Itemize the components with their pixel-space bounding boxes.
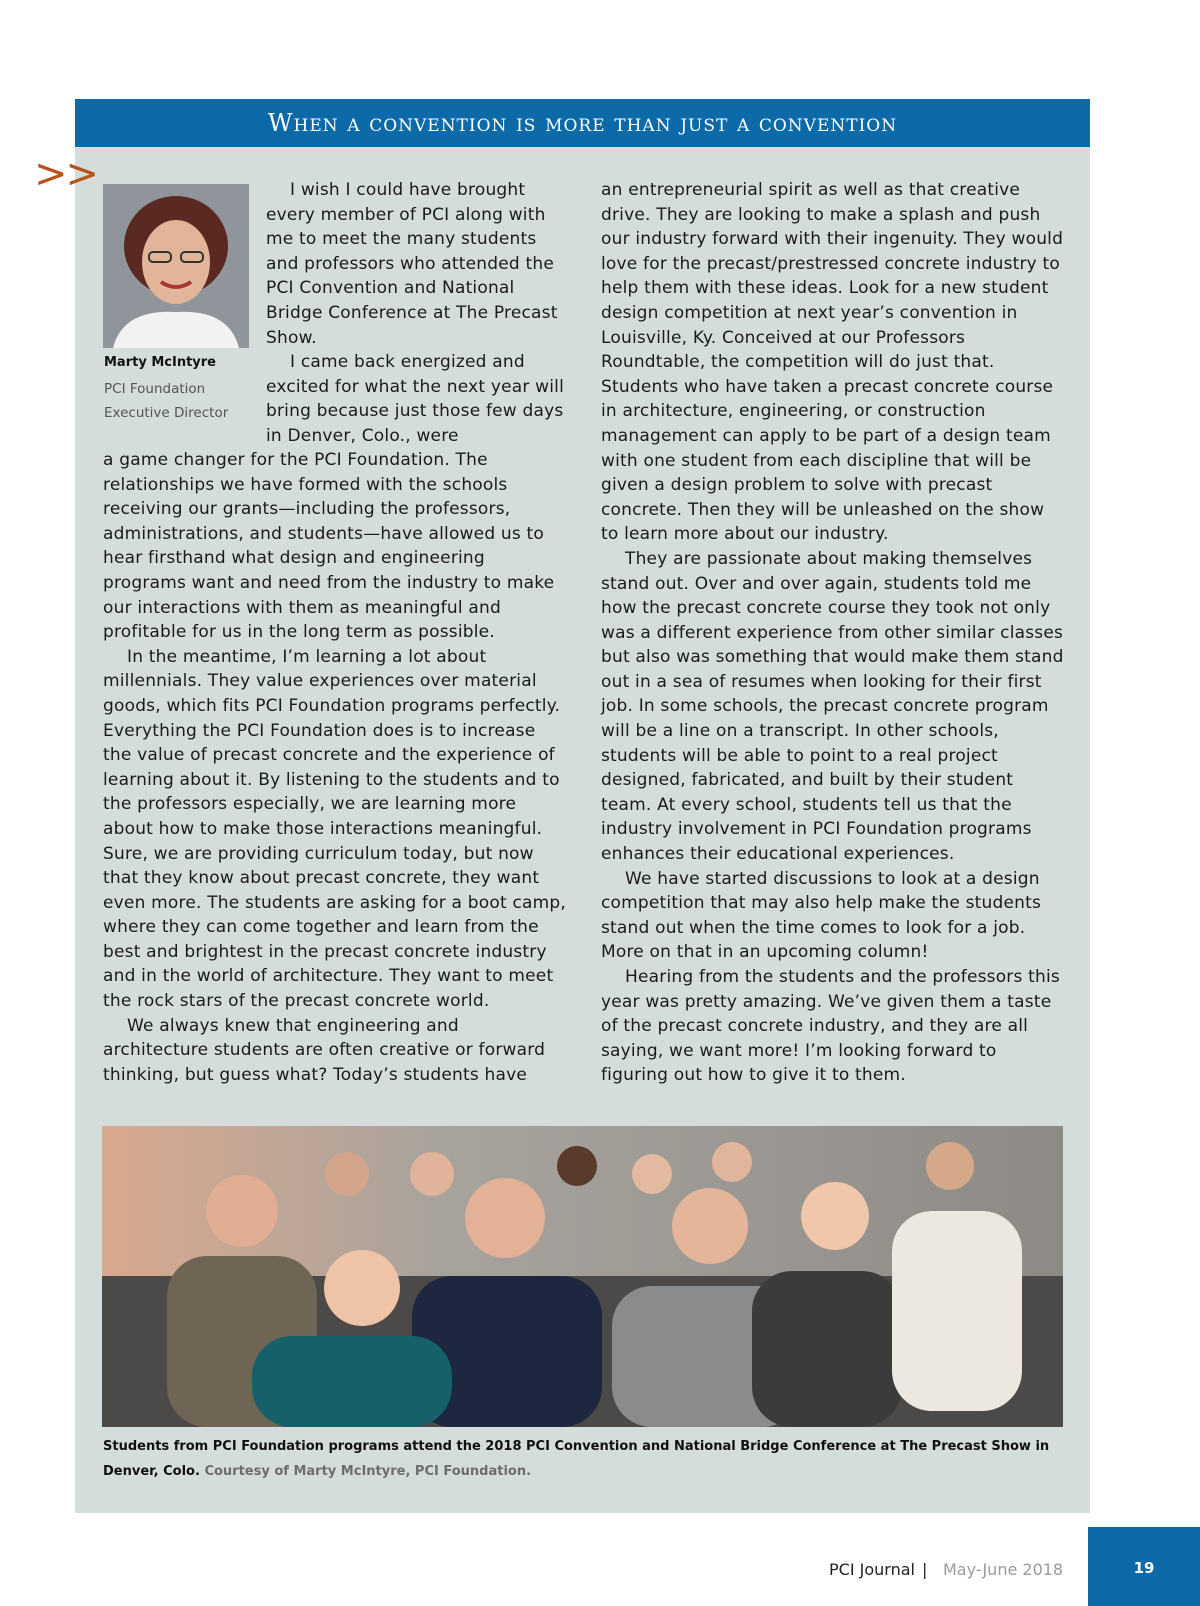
caption-text: Students from PCI Foundation programs attend the 2018 PCI Convention and National Bridge Conference at The Precast Show in Denver, Colo.	[103, 1439, 1050, 1479]
section-marker-icon: >>	[34, 151, 98, 197]
paragraph: I wish I could have brought every member of PCI along with me to meet the many students and professors who attended the PCI Convention and National Bridge Conference at The Precast Show.	[266, 180, 558, 348]
author-name: Marty McIntyre	[104, 355, 216, 370]
article-column-1-top	[266, 178, 566, 449]
page-number: 19	[1133, 1559, 1155, 1577]
footer-journal-name: PCI Journal	[829, 1560, 915, 1579]
footer-separator: |	[922, 1560, 928, 1579]
footer-issue-date: May-June 2018	[943, 1560, 1064, 1579]
photo-credit: Courtesy of Marty McIntyre, PCI Foundation.	[204, 1463, 532, 1479]
paragraph: an entrepreneurial spirit as well as that creative drive. They are looking to make a splash and push our industry forward with their ingenuity. They would love for the precast/prestressed concrete industry to help them with these ideas. Look for a new student design competition at next year’s convention in Louisville, Ky. Conceived at our Professors Roundtable, the competition will do just that. Students who have taken a precast concrete course in architecture, engineering, or construction management can apply to be part of a design team with one student from each discipline that will be given a design problem to solve with precast concrete. Then they will be unleashed on the show to learn more about our industry.	[601, 180, 1064, 545]
article-column-1	[103, 448, 566, 1087]
photo-caption	[103, 1435, 1068, 1484]
paragraph: We have started discussions to look at a design competition that may also help make the students stand out when the time comes to look for a job. More on that in an upcoming column!	[601, 868, 1042, 963]
paragraph: Hearing from the students and the professors this year was pretty amazing. We’ve given them a taste of the precast concrete industry, and they are all saying, we want more! I’m looking forward to figuring out how to give it to them.	[601, 967, 1060, 1086]
paragraph: I came back energized and excited for what the next year will bring because just those few days in Denver, Colo., were	[266, 352, 565, 446]
author-role: Executive Director	[104, 405, 229, 421]
article-column-2	[601, 178, 1066, 1088]
paragraph: In the meantime, I’m learning a lot about millennials. They value experiences over material goods, which fits PCI Foundation programs perfectly. Everything the PCI Foundation does is to increase the value of precast concrete and the experience of learning about it. By listening to the students and to the professors especially, we are learning more about how to make those interactions meaningful. Sure, we are providing curriculum today, but now that they know about precast concrete, they want even more. The students are asking for a boot camp, where they can come together and learn from the best and brightest in the precast concrete industry and in the world of architecture. They want to meet the rock stars of the precast concrete world.	[103, 646, 566, 1012]
paragraph: a game changer for the PCI Foundation. The relationships we have formed with the schools receiving our grants—including the professors, administrations, and students—have allowed us to hear firsthand what design and engineering programs want and need from the industry to make our interactions with them as meaningful and profitable for us in the long term as possible.	[103, 450, 555, 643]
paragraph: We always knew that engineering and architecture students are often creative or forward thinking, but guess what? Today’s students have	[103, 1015, 546, 1085]
author-photo	[103, 184, 249, 348]
article-title-banner: When a convention is more than just a convention	[75, 99, 1090, 147]
author-organization: PCI Foundation	[104, 381, 206, 397]
group-photo	[102, 1126, 1063, 1427]
paragraph: They are passionate about making themselves stand out. Over and over again, students told me how the precast concrete course they took not only was a different experience from other similar classes but also was something that would make them stand out in a sea of resumes when looking for their first job. In some schools, the precast concrete program will be a line on a transcript. In other schools, students will be able to point to a real project designed, fabricated, and built by their student team. At every school, students tell us that the industry involvement in PCI Foundation programs enhances their educational experiences.	[601, 548, 1064, 865]
